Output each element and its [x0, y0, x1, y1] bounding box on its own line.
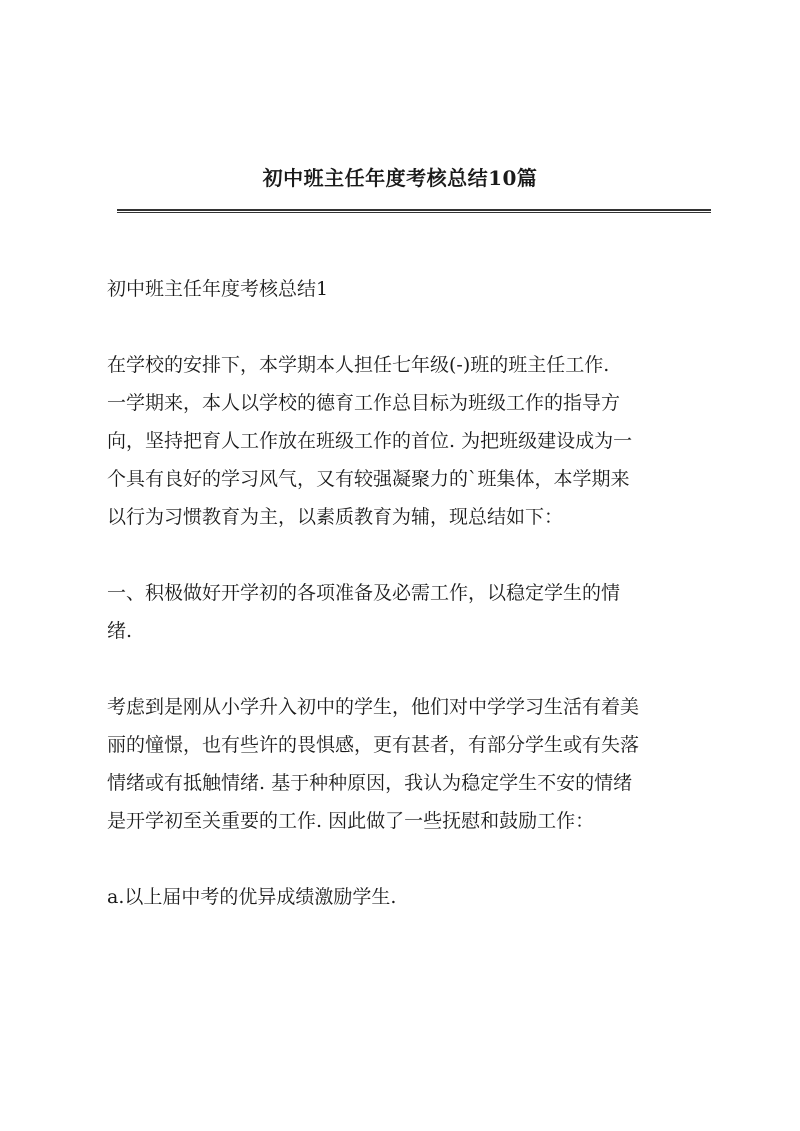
title-divider [117, 209, 711, 213]
document-body [107, 270, 707, 954]
document-title: 初中班主任年度考核总结10篇 [262, 166, 538, 190]
section-heading: 初中班主任年度考核总结1 [107, 278, 329, 300]
paragraph-line: 向，坚持把育人工作放在班级工作的首位. 为把班级建设成为一 [107, 430, 633, 452]
heading-line: 绪. [107, 620, 133, 642]
paragraph-line: 是开学初至关重要的工作. 因此做了一些抚慰和鼓励工作： [107, 810, 595, 832]
paragraph-line: 个具有良好的学习风气，又有较强凝聚力的`班集体，本学期来 [107, 468, 630, 490]
paragraph-line: 一学期来，本人以学校的德育工作总目标为班级工作的指导方 [107, 392, 621, 414]
heading-line: 一、积极做好开学初的各项准备及必需工作，以稳定学生的情 [107, 582, 621, 604]
paragraph-2 [107, 688, 707, 840]
paragraph-line: 在学校的安排下，本学期本人担任七年级(-)班的班主任工作. [107, 354, 610, 376]
paragraph-line: 以行为习惯教育为主，以素质教育为辅，现总结如下： [107, 506, 564, 528]
paragraph-line: 丽的憧憬，也有些许的畏惧感，更有甚者，有部分学生或有失落 [107, 734, 640, 756]
heading-1 [107, 574, 707, 650]
list-item-a: a.以上届中考的优异成绩激励学生. [107, 886, 397, 908]
paragraph-line: 情绪或有抵触情绪. 基于种种原因，我认为稳定学生不安的情绪 [107, 772, 633, 794]
paragraph-line: 考虑到是刚从小学升入初中的学生，他们对中学学习生活有着美 [107, 696, 640, 718]
paragraph-1 [107, 346, 707, 536]
